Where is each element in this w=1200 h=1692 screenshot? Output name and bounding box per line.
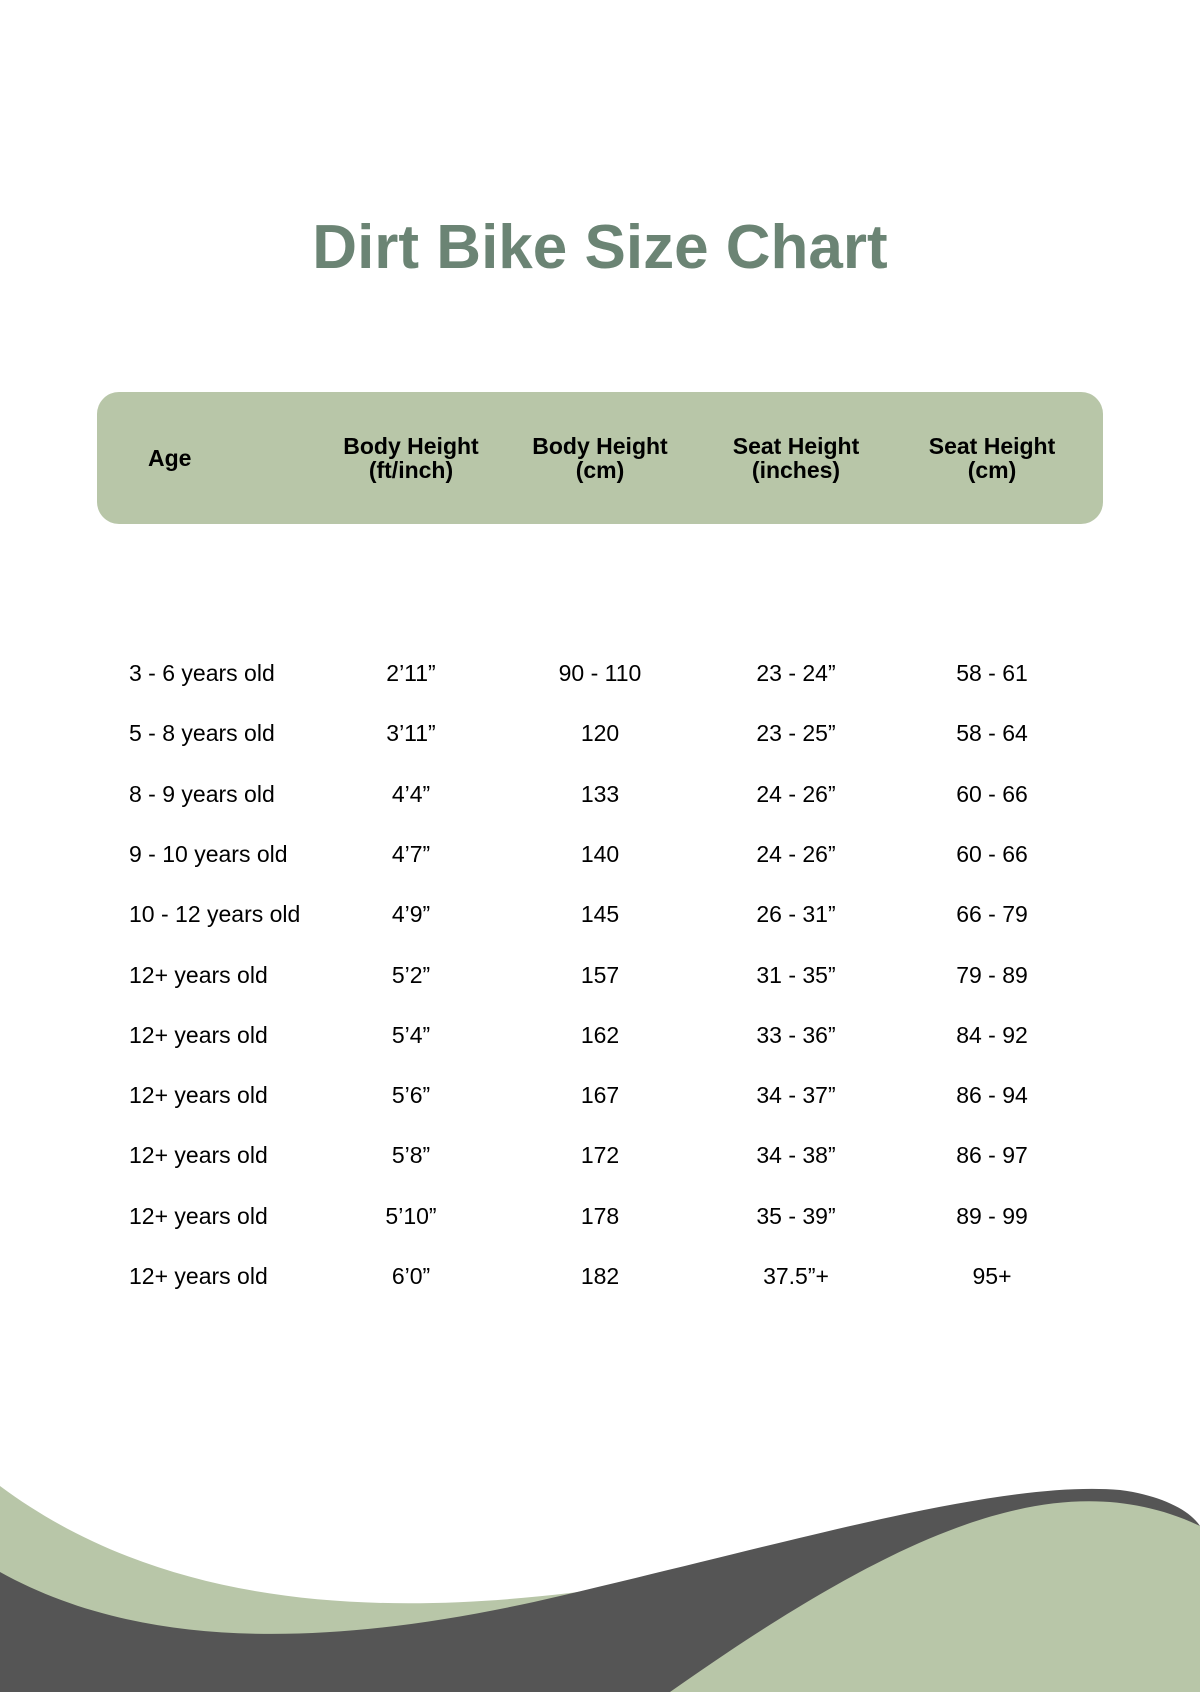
column-header: Seat Height (cm): [928, 433, 1056, 483]
table-cell: 26 - 31”: [756, 901, 836, 927]
table-cell: 162: [580, 1022, 620, 1048]
table-cell: 86 - 97: [956, 1142, 1028, 1168]
page-title: Dirt Bike Size Chart: [312, 213, 888, 282]
table-cell: 35 - 39”: [756, 1203, 836, 1229]
table-row: [0, 1196, 1200, 1236]
table-cell: 66 - 79: [956, 901, 1028, 927]
table-cell: 12+ years old: [129, 1022, 268, 1048]
table-cell: 5’4”: [391, 1022, 431, 1048]
table-cell: 145: [580, 901, 620, 927]
table-cell: 178: [580, 1203, 620, 1229]
table-cell: 172: [580, 1142, 620, 1168]
table-cell: 34 - 37”: [756, 1082, 836, 1108]
column-header: Seat Height (inches): [732, 433, 860, 483]
table-cell: 86 - 94: [956, 1082, 1028, 1108]
table-cell: 23 - 25”: [756, 720, 836, 746]
column-header: Body Height (ft/inch): [343, 433, 479, 483]
table-cell: 79 - 89: [956, 962, 1028, 988]
table-cell: 5’8”: [391, 1142, 431, 1168]
table-row: [0, 1015, 1200, 1055]
table-cell: 140: [580, 841, 620, 867]
table-cell: 133: [580, 781, 620, 807]
table-cell: 5’6”: [391, 1082, 431, 1108]
table-row: [0, 894, 1200, 934]
table-row: [0, 653, 1200, 693]
table-cell: 58 - 61: [956, 660, 1028, 686]
table-cell: 12+ years old: [129, 1203, 268, 1229]
column-header: Body Height (cm): [532, 433, 668, 483]
table-row: [0, 774, 1200, 814]
table-cell: 10 - 12 years old: [129, 901, 301, 927]
table-cell: 12+ years old: [129, 1142, 268, 1168]
table-cell: 90 - 110: [558, 660, 642, 686]
table-cell: 12+ years old: [129, 962, 268, 988]
table-row: [0, 1256, 1200, 1296]
table-cell: 12+ years old: [129, 1082, 268, 1108]
table-cell: 4’9”: [391, 901, 431, 927]
table-row: [0, 1135, 1200, 1175]
table-cell: 3’11”: [386, 720, 436, 746]
table-row: [0, 955, 1200, 995]
table-cell: 4’7”: [391, 841, 431, 867]
table-cell: 5’10”: [385, 1203, 437, 1229]
table-cell: 58 - 64: [956, 720, 1028, 746]
table-cell: 6’0”: [391, 1263, 431, 1289]
table-cell: 157: [580, 962, 620, 988]
table-cell: 34 - 38”: [756, 1142, 836, 1168]
table-cell: 9 - 10 years old: [129, 841, 288, 867]
table-cell: 31 - 35”: [756, 962, 836, 988]
table-cell: 95+: [972, 1263, 1012, 1289]
table-cell: 24 - 26”: [756, 781, 836, 807]
table-cell: 33 - 36”: [756, 1022, 836, 1048]
table-cell: 89 - 99: [956, 1203, 1028, 1229]
table-cell: 60 - 66: [956, 781, 1028, 807]
table-cell: 5 - 8 years old: [129, 720, 275, 746]
table-row: [0, 713, 1200, 753]
table-cell: 120: [580, 720, 620, 746]
column-header: Age: [148, 445, 192, 471]
table-cell: 5’2”: [391, 962, 431, 988]
table-cell: 24 - 26”: [756, 841, 836, 867]
table-row: [0, 834, 1200, 874]
table-cell: 8 - 9 years old: [129, 781, 275, 807]
table-cell: 37.5”+: [763, 1263, 829, 1289]
table-cell: 182: [580, 1263, 620, 1289]
table-row: [0, 1075, 1200, 1115]
decorative-wave: [0, 1440, 1200, 1692]
table-cell: 23 - 24”: [756, 660, 836, 686]
table-cell: 2’11”: [386, 660, 436, 686]
table-cell: 167: [580, 1082, 620, 1108]
table-cell: 3 - 6 years old: [129, 660, 275, 686]
table-cell: 12+ years old: [129, 1263, 268, 1289]
table-cell: 4’4”: [391, 781, 431, 807]
table-cell: 60 - 66: [956, 841, 1028, 867]
table-cell: 84 - 92: [956, 1022, 1028, 1048]
